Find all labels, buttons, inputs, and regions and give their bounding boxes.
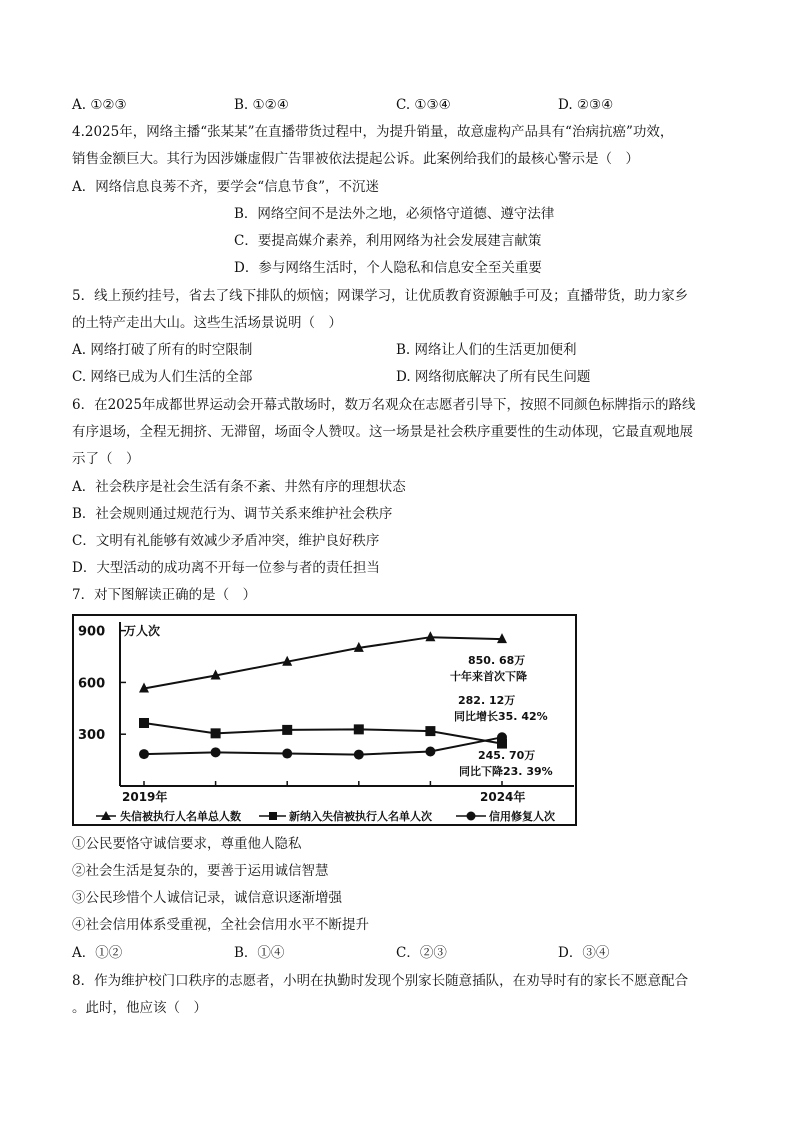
annotation-2-line2: 同比增长35. 42% xyxy=(454,710,548,723)
chart-svg xyxy=(74,616,579,828)
q5-stem-line2: 的土特产走出大山。这些生活场景说明（ ） xyxy=(72,315,342,331)
series-1-point-3 xyxy=(354,724,364,734)
q7-statement-3: ③公民珍惜个人诚信记录，诚信意识逐渐增强 xyxy=(72,890,342,906)
q7-option-a: A．①② xyxy=(72,945,123,961)
q7-statement-4: ④社会信用体系受重视，全社会信用水平不断提升 xyxy=(72,917,369,933)
y-tick-label-2: 300 xyxy=(78,728,106,744)
q4-stem-line1: 4.2025年，网络主播“张某某”在直播带货过程中，为提升销量，故意虚构产品具有“治病抗癌”功效， xyxy=(72,124,674,140)
series-2-point-0 xyxy=(139,749,149,759)
q6-option-b: B．社会规则通过规范行为、调节关系来维护社会秩序 xyxy=(72,506,393,522)
series-line-1 xyxy=(144,723,502,744)
annotation-1-line2: 十年来首次下降 xyxy=(450,670,527,683)
series-2-point-4 xyxy=(425,746,435,756)
legend-label-2: 新纳入失信被执行人名单人次 xyxy=(289,810,432,823)
series-0-point-4 xyxy=(425,631,435,641)
y-tick-label-1: 600 xyxy=(78,676,106,692)
annotation-2-line1: 282. 12万 xyxy=(458,694,516,707)
q4-stem-line2: 销售金额巨大。其行为因涉嫌虚假广告罪被依法提起公诉。此案例给我们的最核心警示是（ ） xyxy=(72,151,639,167)
series-2-point-5 xyxy=(497,732,507,742)
q5-stem-line1: 5．线上预约挂号，省去了线下排队的烦恼；网课学习，让优质教育资源触手可及；直播带货，助力家乡 xyxy=(72,288,689,304)
q6-option-a: A．社会秩序是社会生活有条不紊、井然有序的理想状态 xyxy=(72,479,406,495)
q4-option-b: B．网络空间不是法外之地，必须恪守道德、遵守法律 xyxy=(234,206,555,222)
series-1-point-0 xyxy=(139,718,149,728)
legend xyxy=(96,809,555,823)
q8-stem-line2: 。此时，他应该（ ） xyxy=(72,1000,207,1016)
q7-option-d: D．③④ xyxy=(558,945,610,961)
series-2-point-2 xyxy=(282,749,292,759)
series-2-point-3 xyxy=(354,750,364,760)
q6-stem-line2: 有序退场，全程无拥挤、无滞留，场面令人赞叹。这一场景是社会秩序重要性的生动体现，它最直观地展 xyxy=(72,424,693,440)
q6-stem-line1: 6．在2025年成都世界运动会开幕式散场时，数万名观众在志愿者引导下，按照不同颜色标牌指示的路线 xyxy=(72,397,696,413)
annotation-3-line1: 245. 70万 xyxy=(478,749,536,762)
annotation-1-line1: 850. 68万 xyxy=(468,654,526,667)
series-line-0 xyxy=(144,637,502,688)
q7-stem: 7．对下图解读正确的是（ ） xyxy=(72,587,257,603)
x-tick-label-1: 2024年 xyxy=(480,790,526,804)
q3-option-c: C. ①③④ xyxy=(396,97,451,113)
series-line-2 xyxy=(144,737,502,754)
q5-option-c: C. 网络已成为人们生活的全部 xyxy=(72,369,253,385)
legend-circle-marker xyxy=(467,812,476,821)
q6-option-c: C．文明有礼能够有效减少矛盾冲突，维护良好秩序 xyxy=(72,533,380,549)
x-tick-label-0: 2019年 xyxy=(122,790,168,804)
series-1-point-4 xyxy=(425,726,435,736)
annotation-3-line2: 同比下降23. 39% xyxy=(459,765,553,778)
q5-option-d: D. 网络彻底解决了所有民生问题 xyxy=(396,369,591,385)
q7-option-b: B．①④ xyxy=(234,945,285,961)
q3-option-a: A. ①②③ xyxy=(72,97,127,113)
y-tick-label-0: 900 xyxy=(78,624,106,640)
series-2-point-1 xyxy=(211,747,221,757)
credit-chart xyxy=(72,614,577,826)
q6-stem-line3: 示了（ ） xyxy=(72,451,140,467)
q6-option-d: D．大型活动的成功离不开每一位参与者的责任担当 xyxy=(72,560,380,576)
legend-label-3: 信用修复人次 xyxy=(489,810,555,823)
q3-option-d: D. ②③④ xyxy=(558,97,614,113)
y-axis-label: 万人次 xyxy=(124,624,161,638)
q8-stem-line1: 8．作为维护校门口秩序的志愿者，小明在执勤时发现个别家长随意插队，在劝导时有的家长不愿意配合 xyxy=(72,973,689,989)
legend-square-marker xyxy=(269,812,277,820)
q5-option-b: B. 网络让人们的生活更加便利 xyxy=(396,342,577,358)
series-1-point-1 xyxy=(211,728,221,738)
q7-statement-1: ①公民要恪守诚信要求，尊重他人隐私 xyxy=(72,836,302,852)
q7-option-c: C．②③ xyxy=(396,945,447,961)
q5-option-a: A. 网络打破了所有的时空限制 xyxy=(72,342,253,358)
q4-option-c: C．要提高媒介素养，利用网络为社会发展建言献策 xyxy=(234,233,542,249)
legend-label-1: 失信被执行人名单总人数 xyxy=(120,810,241,823)
q4-option-d: D．参与网络生活时，个人隐私和信息安全至关重要 xyxy=(234,260,542,276)
q7-statement-2: ②社会生活是复杂的，要善于运用诚信智慧 xyxy=(72,863,329,879)
q3-option-b: B. ①②④ xyxy=(234,97,289,113)
series-1-point-2 xyxy=(282,725,292,735)
q4-option-a: A．网络信息良莠不齐，要学会“信息节食”，不沉迷 xyxy=(72,179,380,195)
